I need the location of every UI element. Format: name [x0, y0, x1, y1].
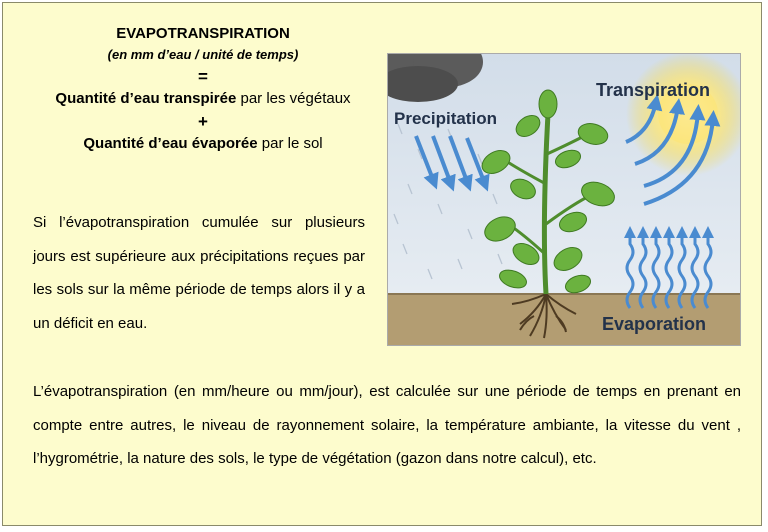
calculation-paragraph: L’évapotranspiration (en mm/heure ou mm/jour), est calculée sur une période de temps en prenant en compte entre autres, le niveau de rayonnement solaire, la température ambiante, la vitesse du vent , l’hygrométrie, la nature des sols, le type de végétation (gazon dans notre calcul), etc. — [33, 383, 741, 467]
formula-title: EVAPOTRANSPIRATION — [116, 25, 290, 42]
formula-block — [23, 23, 383, 152]
evapotranspiration-illustration — [387, 53, 741, 346]
formula-subtitle: (en mm d’eau / unité de temps) — [107, 47, 299, 62]
formula-line-evaporation — [23, 135, 383, 152]
deficit-paragraph: Si l’évapotranspiration cumulée sur plusieurs jours est supérieure aux précipitations reçues par les sols sur la même période de temps alors il y a un déficit en eau. — [33, 214, 365, 332]
precipitation-label: Precipitation — [394, 109, 497, 128]
evaporation-term: Quantité d’eau évaporée — [83, 135, 258, 152]
evaporation-label: Evaporation — [602, 314, 707, 334]
evaporation-rest: par le sol — [257, 135, 323, 152]
transpiration-term: Quantité d’eau transpirée — [55, 90, 237, 107]
formula-line-transpiration — [23, 90, 383, 107]
equals-sign: = — [198, 67, 208, 86]
transpiration-rest: par les végétaux — [236, 90, 351, 107]
info-card — [2, 2, 762, 526]
transpiration-label: Transpiration — [596, 80, 711, 100]
plus-sign: + — [198, 112, 208, 131]
